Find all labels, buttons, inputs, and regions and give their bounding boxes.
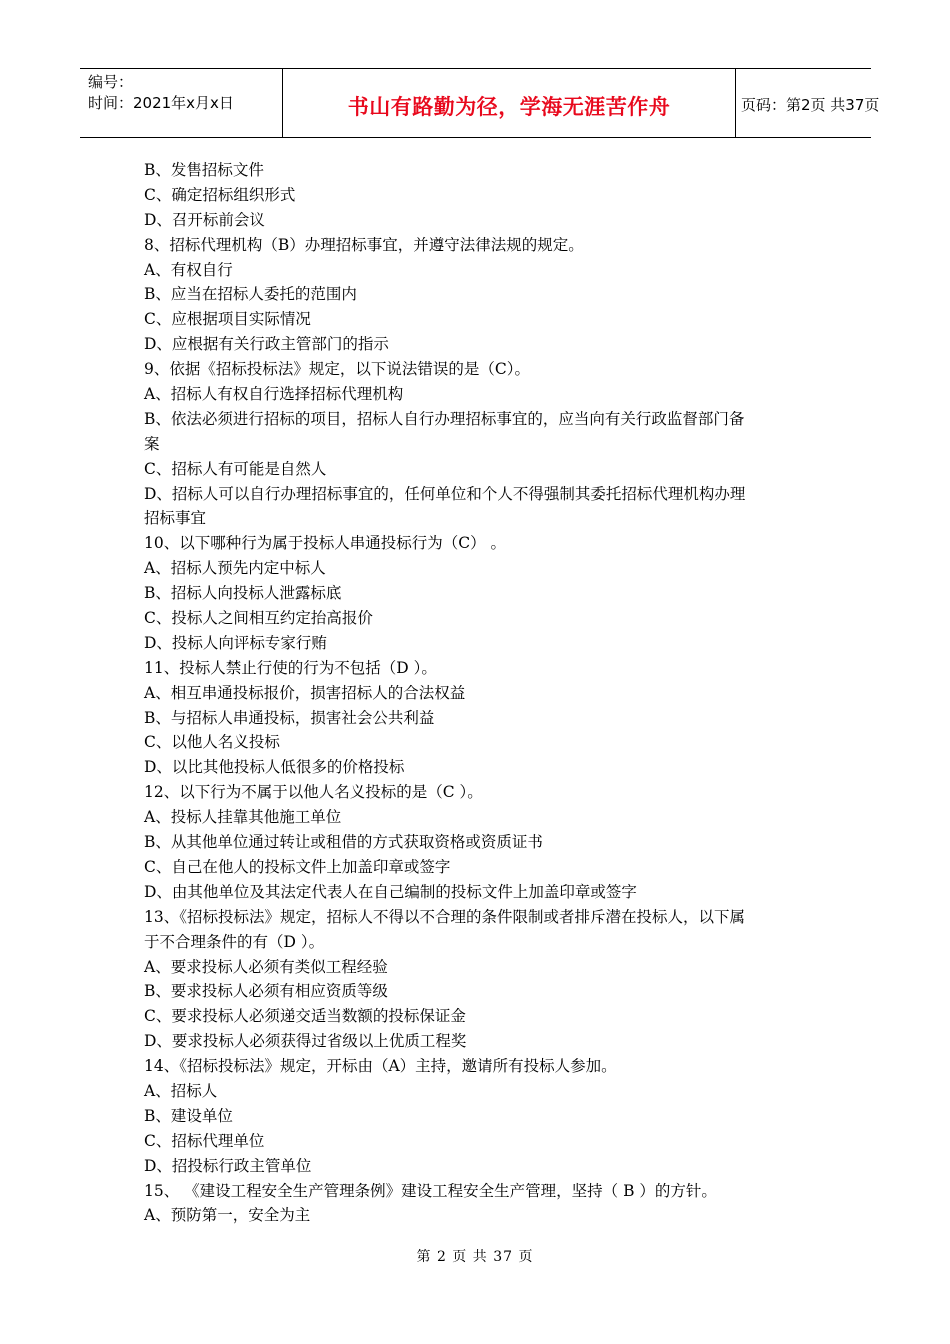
text-line: 8、招标代理机构（B）办理招标事宜，并遵守法律法规的规定。 [144,235,584,254]
text-line: 11、投标人禁止行使的行为不包括（D ）。 [144,658,437,677]
text-line: C、以他人名义投标 [144,733,280,752]
text-line: D、由其他单位及其法定代表人在自己编制的投标文件上加盖印章或签字 [144,882,637,901]
text-line: C、招标人有可能是自然人 [144,459,327,478]
text-line: 案 [144,434,160,453]
text-line: 于不合理条件的有（D ）。 [144,932,325,951]
text-line: B、建设单位 [144,1106,233,1125]
text-line: D、要求投标人必须获得过省级以上优质工程奖 [144,1032,467,1051]
text-line: 9、依据《招标投标法》规定，以下说法错误的是（C）。 [144,360,530,379]
text-line: B、要求投标人必须有相应资质等级 [144,982,388,1001]
text-line: 14、《招标投标法》规定，开标由（A）主持，邀请所有投标人参加。 [144,1057,617,1076]
text-line: D、招标人可以自行办理招标事宜的，任何单位和个人不得强制其委托招标代理机构办理 [144,484,746,503]
doc-number-label: 编号： [88,73,134,91]
text-line: B、应当在招标人委托的范围内 [144,285,357,304]
text-line: B、招标人向投标人泄露标底 [144,584,342,603]
text-line: 15、 《建设工程安全生产管理条例》建设工程安全生产管理，坚持（ B ）的方针。 [144,1181,717,1200]
page-footer: 第 2 页 共 37 页 [416,1249,534,1265]
header-motto: 书山有路勤为径，学海无涯苦作舟 [347,95,671,119]
text-line: B、依法必须进行招标的项目，招标人自行办理招标事宜的，应当向有关行政监督部门备 [144,409,745,428]
text-line: D、应根据有关行政主管部门的指示 [144,335,389,354]
text-line: C、应根据项目实际情况 [144,310,311,329]
text-line: C、自己在他人的投标文件上加盖印章或签字 [144,857,451,876]
text-line: 10、以下哪种行为属于投标人串通投标行为（C） 。 [144,534,507,553]
header-page-number: 页码：第2页 共37页 [741,96,880,114]
text-line: A、有权自行 [144,260,233,279]
text-line: 12、以下行为不属于以他人名义投标的是（C ）。 [144,783,483,802]
text-line: C、确定招标组织形式 [144,185,296,204]
text-line: C、投标人之间相互约定抬高报价 [144,609,373,628]
text-line: A、招标人有权自行选择招标代理机构 [144,385,404,404]
text-line: A、招标人预先内定中标人 [144,559,326,578]
page-header [80,68,880,138]
header-meta-cell [80,69,282,137]
text-line: A、投标人挂靠其他施工单位 [144,808,342,827]
text-line: A、要求投标人必须有类似工程经验 [144,957,388,976]
text-line: D、招投标行政主管单位 [144,1156,312,1175]
text-line: A、相互串通投标报价，损害招标人的合法权益 [144,683,466,702]
doc-date-label: 时间：2021年x月x日 [88,94,234,112]
header-page-cell [735,69,880,137]
text-line: D、投标人向评标专家行贿 [144,633,327,652]
text-line: D、召开标前会议 [144,210,265,229]
text-line: B、从其他单位通过转让或租借的方式获取资格或资质证书 [144,833,543,852]
document-body [144,158,814,1228]
text-line: B、发售招标文件 [144,161,264,179]
text-line: 13、《招标投标法》规定，招标人不得以不合理的条件限制或者排斥潜在投标人，以下属 [144,907,745,926]
text-line: A、招标人 [144,1081,218,1100]
text-line: A、预防第一，安全为主 [144,1206,311,1225]
text-line: D、以比其他投标人低很多的价格投标 [144,758,405,777]
header-motto-cell [282,69,736,137]
text-line: 招标事宜 [144,509,207,528]
text-line: C、要求投标人必须递交适当数额的投标保证金 [144,1007,466,1026]
text-line: B、与招标人串通投标，损害社会公共利益 [144,708,435,727]
text-line: C、招标代理单位 [144,1131,265,1150]
